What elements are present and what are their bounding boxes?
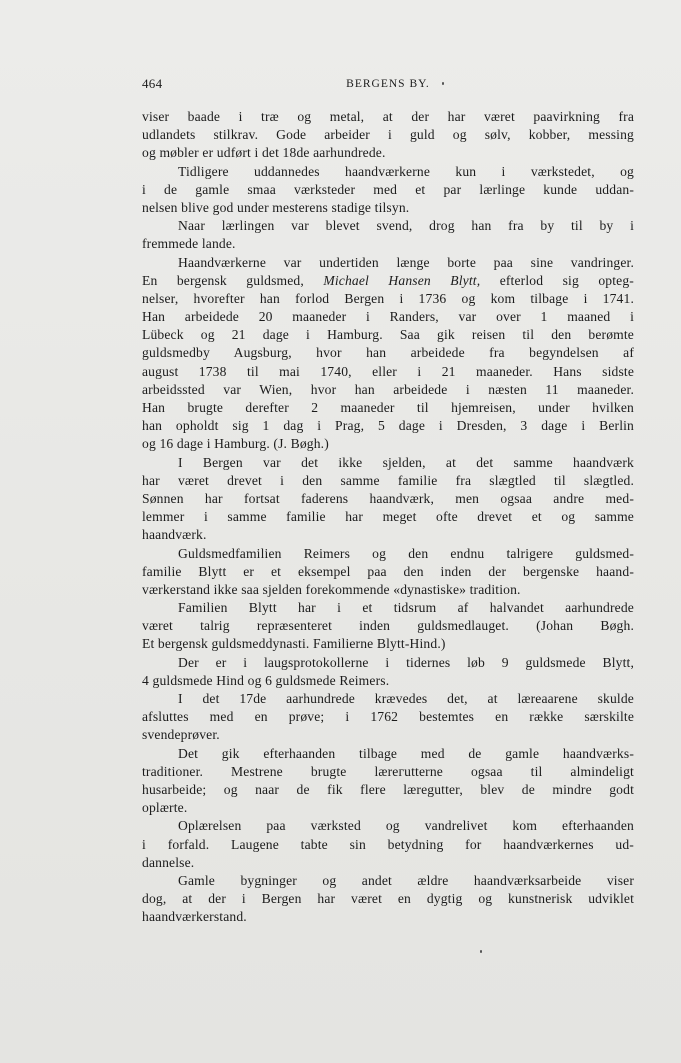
text-line: og møbler er udført i det 18de aarhundrede. <box>142 145 386 161</box>
text-line: Sønnen har fortsat faderens haandværk, men ogsaa andre med- <box>142 490 634 506</box>
text-line: Han arbeidede 20 maaneder i Randers, var over 1 maaned i <box>142 309 634 325</box>
text-line: 4 guldsmede Hind og 6 guldsmede Reimers. <box>142 672 390 688</box>
text-line: Naar lærlingen var blevet svend, drog han fra by til by i <box>178 218 634 234</box>
text-segment: En bergensk guldsmed, <box>142 272 324 288</box>
text-line: og 16 dage i Hamburg. (J. Bøgh.) <box>142 436 329 452</box>
text-line: Guldsmedfamilien Reimers og den endnu talrigere guldsmed- <box>178 545 634 561</box>
text-line: Lübeck og 21 dage i Hamburg. Saa gik reisen til den berømte <box>142 327 634 343</box>
text-line: Haandværkerne var undertiden længe borte paa sine vandringer. <box>178 254 634 270</box>
text-line: haandværk. <box>142 527 207 543</box>
text-segment: efterlod sig opteg- <box>480 272 634 288</box>
text-line: Tidligere uddannedes haandværkerne kun i værkstedet, og <box>178 163 634 179</box>
text-line: I Bergen var det ikke sjelden, at det samme haandværk <box>178 454 634 470</box>
text-line: guldsmedby Augsburg, hvor han arbeidede fra begyndelsen af <box>142 345 634 361</box>
running-title: BERGENS BY. <box>346 78 430 90</box>
text-line: traditioner. Mestrene brugte lærегutterne ogsaa til almindeligt <box>142 763 634 779</box>
text-line: nelser, hvorefter han forlod Bergen i 1736 og kom tilbage i 1741. <box>142 290 634 306</box>
text-line: været talrig repræsenteret inden guldsmedlauget. (Johan Bøgh. <box>142 618 634 634</box>
text-line: Oplærelsen paa værksted og vandrelivet kom efterhaanden <box>178 818 634 834</box>
text-line: Gamle bygninger og andet ældre haandværksarbeide viser <box>178 872 634 888</box>
text-line: august 1738 til mai 1740, eller i 21 maaneder. Hans sidste <box>142 363 634 379</box>
text-line: lemmer i samme familie har meget ofte drevet et og samme <box>142 509 634 525</box>
text-line: Et bergensk guldsmeddynasti. Familierne Blytt-Hind.) <box>142 636 446 652</box>
text-line: fremmede lande. <box>142 236 236 252</box>
text-line: haandværkerstand. <box>142 909 247 925</box>
person-name: Michael Hansen Blytt, <box>323 272 481 288</box>
text-line: han opholdt sig 1 dag i Prag, 5 dage i Dresden, 3 dage i Berlin <box>142 418 634 434</box>
running-head <box>142 76 634 94</box>
text-line: i de gamle smaa værksteder med et par lærlinge kunde uddan- <box>142 181 634 197</box>
text-line: Det gik efterhaanden tilbage med de gamle haandværks- <box>178 745 634 761</box>
text-line: viser baade i træ og metal, at der har været paavirkning fra <box>142 109 634 124</box>
paper-speck <box>480 950 482 953</box>
text-line: udlandets stilkrav. Gode arbeider i guld og sølv, kobber, messing <box>142 127 634 143</box>
text-line: Familien Blytt har i et tidsrum af halvandet aarhundrede <box>178 600 634 616</box>
text-line: husarbeide; og naar de fik flere lærеgutter, blev de mindre godt <box>142 781 634 797</box>
text-line: I det 17de aarhundrede krævedes det, at læreaarene skulde <box>178 691 634 706</box>
paper-speck <box>442 82 444 85</box>
text-line: afsluttes med en prøve; i 1762 bestemtes en række særskilte <box>142 709 634 725</box>
body-text <box>142 108 634 926</box>
text-line: svendeprøver. <box>142 727 220 743</box>
text-line: familie Blytt er et eksempel paa den inden der bergenske haand- <box>142 563 634 579</box>
text-line <box>142 272 634 290</box>
text-line: Han brugte derefter 2 maaneder til hjemreisen, under hvilken <box>142 400 634 415</box>
text-line: værkerstand ikke saa sjelden forekommende «dynastiske» tradition. <box>142 581 521 597</box>
text-line: Der er i laugsprotokollerne i tidernes løb 9 guldsmede Blytt, <box>178 654 634 670</box>
text-line: dannelse. <box>142 854 195 870</box>
page-number: 464 <box>142 76 163 91</box>
text-line: har været drevet i den samme familie fra slægtled til slægtled. <box>142 472 634 488</box>
text-line: arbeidssted var Wien, hvor han arbeidede i næsten 11 maaneder. <box>142 381 634 397</box>
text-line: oplærte. <box>142 800 188 816</box>
text-line: nelsen blive god under mesterens stadige tilsyn. <box>142 199 410 215</box>
text-line: dog, at der i Bergen har været en dygtig og kunstnerisk udviklet <box>142 891 634 907</box>
text-line: i forfald. Laugene tabte sin betydning for haandværkernes ud- <box>142 836 634 852</box>
